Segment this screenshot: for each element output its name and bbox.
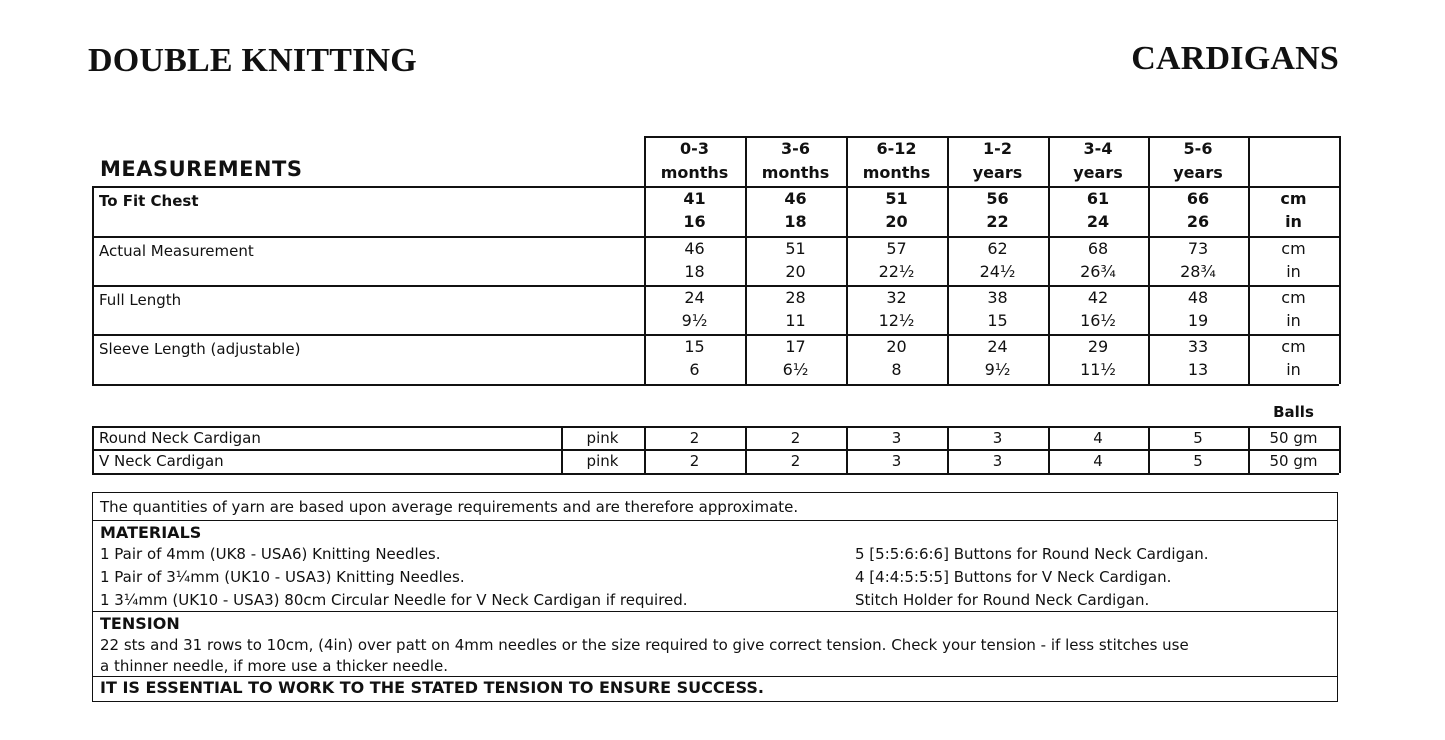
measurement-cm-value: 24: [684, 288, 705, 307]
size-header-top: 5-6: [1183, 139, 1213, 158]
material-item: Stitch Holder for Round Neck Cardigan.: [855, 591, 1150, 609]
measurement-cm-value: 38: [987, 288, 1008, 307]
measurement-cm-value: 20: [886, 337, 907, 356]
yarn-ball-count: 5: [1193, 429, 1203, 447]
yarn-row-label: Round Neck Cardigan: [99, 429, 261, 447]
measurement-in-value: 11: [785, 311, 806, 330]
measurement-cm-value: 46: [784, 189, 807, 208]
measurement-cm-value: 48: [1187, 288, 1209, 307]
yarn-row-label: V Neck Cardigan: [99, 452, 224, 470]
measurement-cm-value: 51: [785, 239, 806, 258]
yarn-ball-count: 2: [790, 429, 801, 447]
size-header-bottom: years: [1073, 163, 1123, 182]
measurement-cm-value: 68: [1087, 239, 1109, 258]
measurement-cm-value: 57: [886, 239, 907, 258]
measurement-cm-value: 33: [1187, 337, 1209, 356]
materials-heading: MATERIALS: [100, 523, 202, 542]
unit-in: in: [1286, 311, 1301, 330]
measurement-in-value: 20: [785, 262, 806, 281]
yarn-ball-count: 2: [790, 452, 801, 470]
material-item: 1 3¼mm (UK10 - USA3) 80cm Circular Needle for V Neck Cardigan if required.: [100, 591, 688, 609]
measurement-in-value: 24: [1086, 212, 1110, 231]
size-header-top: 1-2: [983, 139, 1012, 158]
yarn-ball-count: 3: [992, 429, 1003, 447]
material-item: 1 Pair of 3¼mm (UK10 - USA3) Knitting Needles.: [100, 568, 465, 586]
measurement-in-value: 8: [891, 360, 902, 379]
size-header-top: 3-6: [781, 139, 810, 158]
size-header-bottom: months: [862, 163, 931, 182]
measurement-cm-value: 15: [684, 337, 705, 356]
material-item: 4 [4:4:5:5:5] Buttons for V Neck Cardigan.: [855, 568, 1172, 586]
unit-in: in: [1286, 360, 1301, 379]
size-header-top: 0-3: [680, 139, 709, 158]
yarn-ball-weight: 50 gm: [1269, 452, 1318, 470]
measurement-cm-value: 66: [1186, 189, 1210, 208]
material-item: 5 [5:5:6:6:6] Buttons for Round Neck Cardigan.: [855, 545, 1209, 563]
measurement-in-value: 20: [885, 212, 908, 231]
tension-text: a thinner needle, if more use a thicker needle.: [100, 657, 448, 675]
yarn-ball-count: 5: [1193, 452, 1203, 470]
measurement-cm-value: 41: [683, 189, 706, 208]
size-header-bottom: months: [660, 163, 729, 182]
measurement-in-value: 6: [689, 360, 700, 379]
yarn-colour: pink: [586, 452, 619, 470]
measurement-cm-value: 56: [986, 189, 1009, 208]
measurement-in-value: 22½: [878, 262, 915, 281]
measurement-cm-value: 73: [1187, 239, 1209, 258]
yarn-ball-count: 3: [992, 452, 1003, 470]
yarn-ball-count: 2: [689, 452, 700, 470]
yarn-ball-count: 4: [1093, 452, 1103, 470]
measurement-in-value: 9½: [681, 311, 708, 330]
measurement-in-value: 24½: [979, 262, 1016, 281]
measurement-in-value: 22: [986, 212, 1009, 231]
measurement-in-value: 18: [684, 262, 705, 281]
unit-cm: cm: [1281, 337, 1306, 356]
measurement-cm-value: 32: [886, 288, 907, 307]
measurement-in-value: 18: [784, 212, 807, 231]
tension-text: 22 sts and 31 rows to 10cm, (4in) over patt on 4mm needles or the size required to give correct tension. Check your tension - if less stitches use: [100, 636, 1189, 654]
yarn-ball-count: 4: [1093, 429, 1103, 447]
yarn-ball-count: 2: [689, 429, 700, 447]
measurement-in-value: 26: [1186, 212, 1210, 231]
measurement-in-value: 26¾: [1080, 262, 1116, 281]
unit-cm: cm: [1281, 239, 1306, 258]
size-header-top: 6-12: [876, 139, 917, 158]
unit-cm: cm: [1280, 189, 1307, 208]
notes-box: [92, 492, 1338, 702]
measurement-in-value: 15: [987, 311, 1008, 330]
measurement-cm-value: 62: [987, 239, 1008, 258]
size-header-top: 3-4: [1083, 139, 1113, 158]
unit-in: in: [1285, 212, 1302, 231]
measurement-in-value: 9½: [984, 360, 1011, 379]
page-title: DOUBLE KNITTING: [88, 42, 417, 79]
measurement-in-value: 13: [1187, 360, 1209, 379]
unit-cm: cm: [1281, 288, 1306, 307]
measurement-in-value: 19: [1187, 311, 1209, 330]
quantities-note: The quantities of yarn are based upon average requirements and are therefore approximate.: [100, 498, 799, 516]
size-header-bottom: months: [761, 163, 830, 182]
size-header-bottom: years: [1173, 163, 1223, 182]
yarn-ball-weight: 50 gm: [1269, 429, 1318, 447]
measurement-cm-value: 17: [785, 337, 806, 356]
measurement-cm-value: 46: [684, 239, 705, 258]
measurement-in-value: 6½: [782, 360, 809, 379]
measurement-cm-value: 29: [1087, 337, 1109, 356]
measurements-heading: MEASUREMENTS: [100, 157, 303, 181]
essential-note: IT IS ESSENTIAL TO WORK TO THE STATED TENSION TO ENSURE SUCCESS.: [100, 678, 764, 697]
yarn-colour: pink: [586, 429, 619, 447]
measurement-label: Full Length: [99, 291, 182, 309]
size-header-bottom: years: [972, 163, 1023, 182]
measurement-in-value: 28¾: [1180, 262, 1216, 281]
measurement-in-value: 11½: [1080, 360, 1116, 379]
balls-label: Balls: [1273, 403, 1314, 421]
measurement-cm-value: 28: [785, 288, 806, 307]
measurement-label: Actual Measurement: [99, 242, 254, 260]
measurement-cm-value: 42: [1087, 288, 1109, 307]
measurement-in-value: 16: [683, 212, 706, 231]
section-title: CARDIGANS: [1131, 40, 1339, 77]
measurement-label: Sleeve Length (adjustable): [99, 340, 301, 358]
measurement-cm-value: 51: [885, 189, 908, 208]
measurement-label: To Fit Chest: [99, 192, 199, 210]
unit-in: in: [1286, 262, 1301, 281]
measurement-cm-value: 61: [1086, 189, 1110, 208]
measurement-in-value: 16½: [1080, 311, 1116, 330]
measurement-cm-value: 24: [987, 337, 1008, 356]
measurement-in-value: 12½: [878, 311, 915, 330]
yarn-ball-count: 3: [891, 429, 902, 447]
material-item: 1 Pair of 4mm (UK8 - USA6) Knitting Needles.: [100, 545, 441, 563]
yarn-ball-count: 3: [891, 452, 902, 470]
tension-heading: TENSION: [100, 614, 180, 633]
